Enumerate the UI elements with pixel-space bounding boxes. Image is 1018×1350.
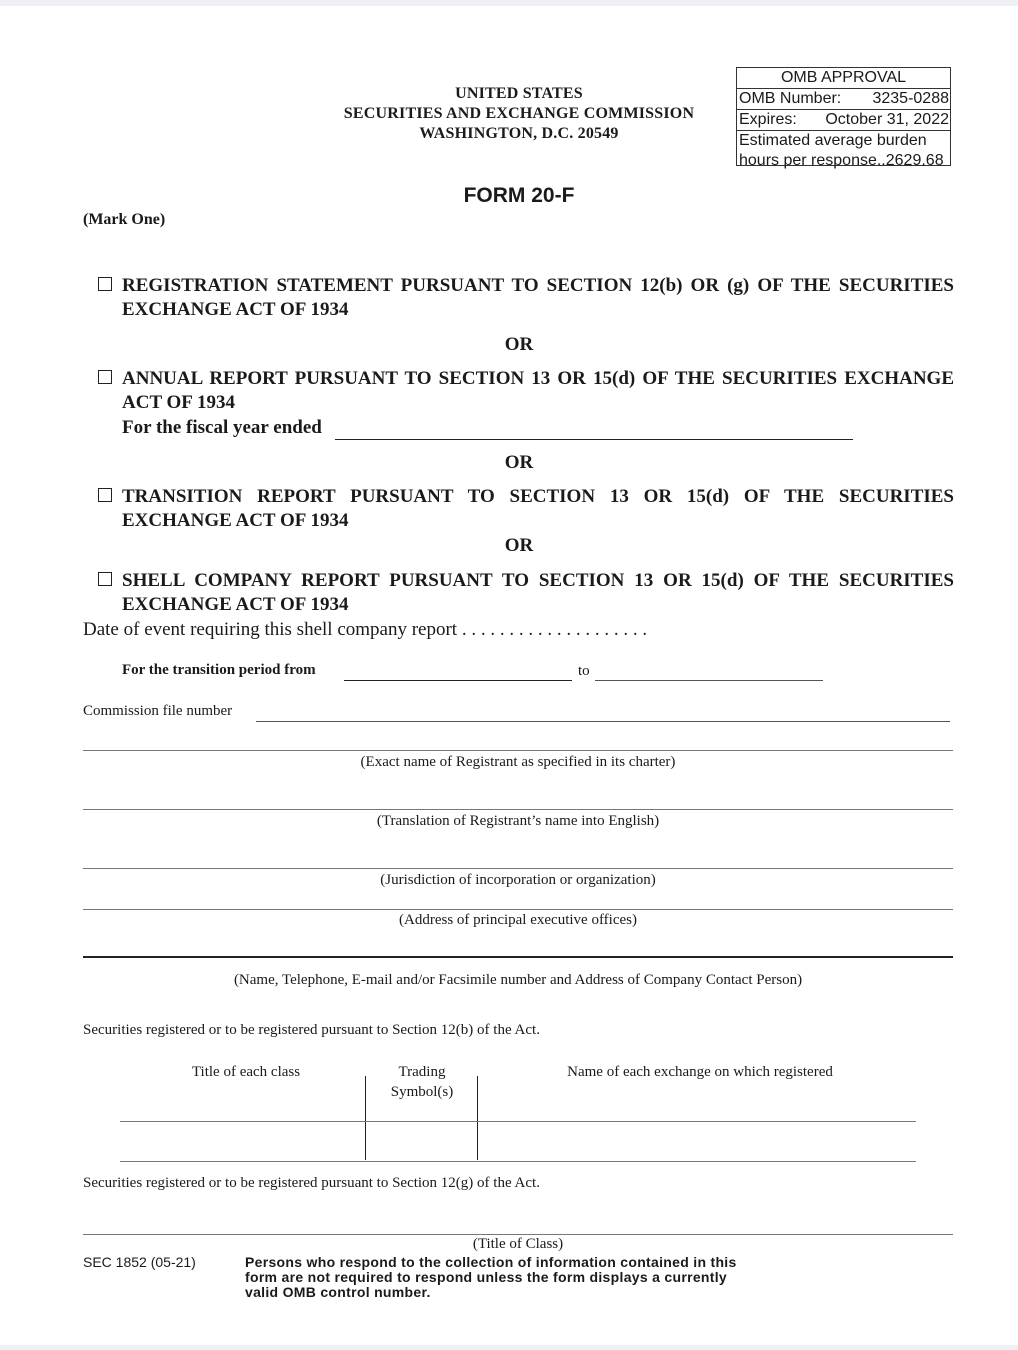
omb-title: OMB APPROVAL [737,68,950,89]
transition-line-2: EXCHANGE ACT OF 1934 [122,510,349,531]
footer-note-line-1: Persons who respond to the collection of information contained in this [245,1254,737,1270]
transition-to-input-line[interactable] [595,680,823,681]
bottom-strip [0,1345,1018,1350]
commission-file-input-line[interactable] [256,721,950,722]
option-annual-report [98,367,954,415]
col-trading-symbol-line-2: Symbol(s) [390,1084,454,1100]
col-exchange-name: Name of each exchange on which registered [567,1064,833,1080]
shell-line-1: SHELL COMPANY REPORT PURSUANT TO SECTION 13 OR 15(d) OF THE SECURITIES [122,570,954,591]
shell-line-2: EXCHANGE ACT OF 1934 [122,594,349,615]
caption-address: (Address of principal executive offices) [399,912,637,928]
registration-line-1: REGISTRATION STATEMENT PURSUANT TO SECTION 12(b) OR (g) OF THE SECURITIES [122,275,954,296]
omb-expires-label: Expires: [739,111,797,128]
footer-note-line-2: form are not required to respond unless the form displays a currently [245,1269,728,1285]
table-divider-right [477,1076,478,1160]
or-separator-3: OR [504,535,534,556]
omb-number-row [737,89,950,110]
omb-burden-line-1: Estimated average burden [739,132,927,149]
option-registration [98,274,954,322]
annual-report-checkbox[interactable] [98,370,112,384]
agency-header [300,84,738,144]
fiscal-year-label: For the fiscal year ended [122,417,322,438]
section-12b-label: Securities registered or to be registered pursuant to Section 12(b) of the Act. [83,1022,540,1038]
registration-line-2: EXCHANGE ACT OF 1934 [122,299,349,320]
translation-line[interactable] [83,809,953,810]
annual-line-2: ACT OF 1934 [122,392,235,413]
form-title: FORM 20-F [463,184,575,207]
transition-line-1: TRANSITION REPORT PURSUANT TO SECTION 13 OR 15(d) OF THE SECURITIES [122,486,954,507]
transition-period-label: For the transition period from [122,662,316,678]
title-of-class-line[interactable] [83,1234,953,1235]
caption-translation: (Translation of Registrant’s name into English) [376,813,660,829]
or-separator-2: OR [504,452,534,473]
omb-number-value: 3235-0288 [872,90,949,107]
caption-title-of-class: (Title of Class) [472,1236,564,1252]
col-trading-symbol [367,1062,477,1102]
registrant-name-line[interactable] [83,750,953,751]
omb-approval-box [736,67,951,169]
shell-date-label: Date of event requiring this shell company report . . . . . . . . . . . . . . . . . . . . [83,619,648,640]
transition-report-checkbox[interactable] [98,488,112,502]
agency-line-2: SECURITIES AND EXCHANGE COMMISSION [343,105,695,122]
transition-from-input-line[interactable] [344,680,572,681]
registration-checkbox[interactable] [98,277,112,291]
footer-form-code: SEC 1852 (05-21) [83,1254,196,1270]
footer-omb-notice [245,1255,805,1300]
omb-expires-row [737,110,950,131]
caption-jurisdiction: (Jurisdiction of incorporation or organization) [380,872,656,888]
agency-line-3: WASHINGTON, D.C. 20549 [419,125,619,142]
caption-registrant-name: (Exact name of Registrant as specified in its charter) [360,754,676,770]
footer-note-line-3: valid OMB control number. [245,1284,431,1300]
commission-file-label: Commission file number [83,703,233,719]
table-divider-left [365,1076,366,1160]
jurisdiction-line[interactable] [83,868,953,869]
transition-to-label: to [578,663,590,679]
caption-contact: (Name, Telephone, E-mail and/or Facsimile number and Address of Company Contact Person) [233,972,803,988]
table-row-line-2[interactable] [120,1161,916,1162]
omb-number-label: OMB Number: [739,90,842,107]
address-line[interactable] [83,909,953,910]
section-12g-label: Securities registered or to be registered pursuant to Section 12(g) of the Act. [83,1175,540,1191]
col-trading-symbol-line-1: Trading [398,1064,446,1080]
agency-line-1: UNITED STATES [455,85,583,102]
option-shell-company [98,569,954,617]
fiscal-year-input-line[interactable] [335,439,853,440]
omb-burden-line-2: hours per response..2629.68 [739,152,944,169]
mark-one: (Mark One) [83,211,166,228]
col-title-of-class: Title of each class [191,1064,301,1080]
top-strip [0,0,1018,6]
option-transition-report [98,485,954,533]
contact-line[interactable] [83,956,953,958]
annual-line-1: ANNUAL REPORT PURSUANT TO SECTION 13 OR 15(d) OF THE SECURITIES EXCHANGE [122,368,954,389]
omb-expires-value: October 31, 2022 [825,111,949,128]
table-row-line-1[interactable] [120,1121,916,1122]
or-separator-1: OR [504,334,534,355]
shell-company-checkbox[interactable] [98,572,112,586]
